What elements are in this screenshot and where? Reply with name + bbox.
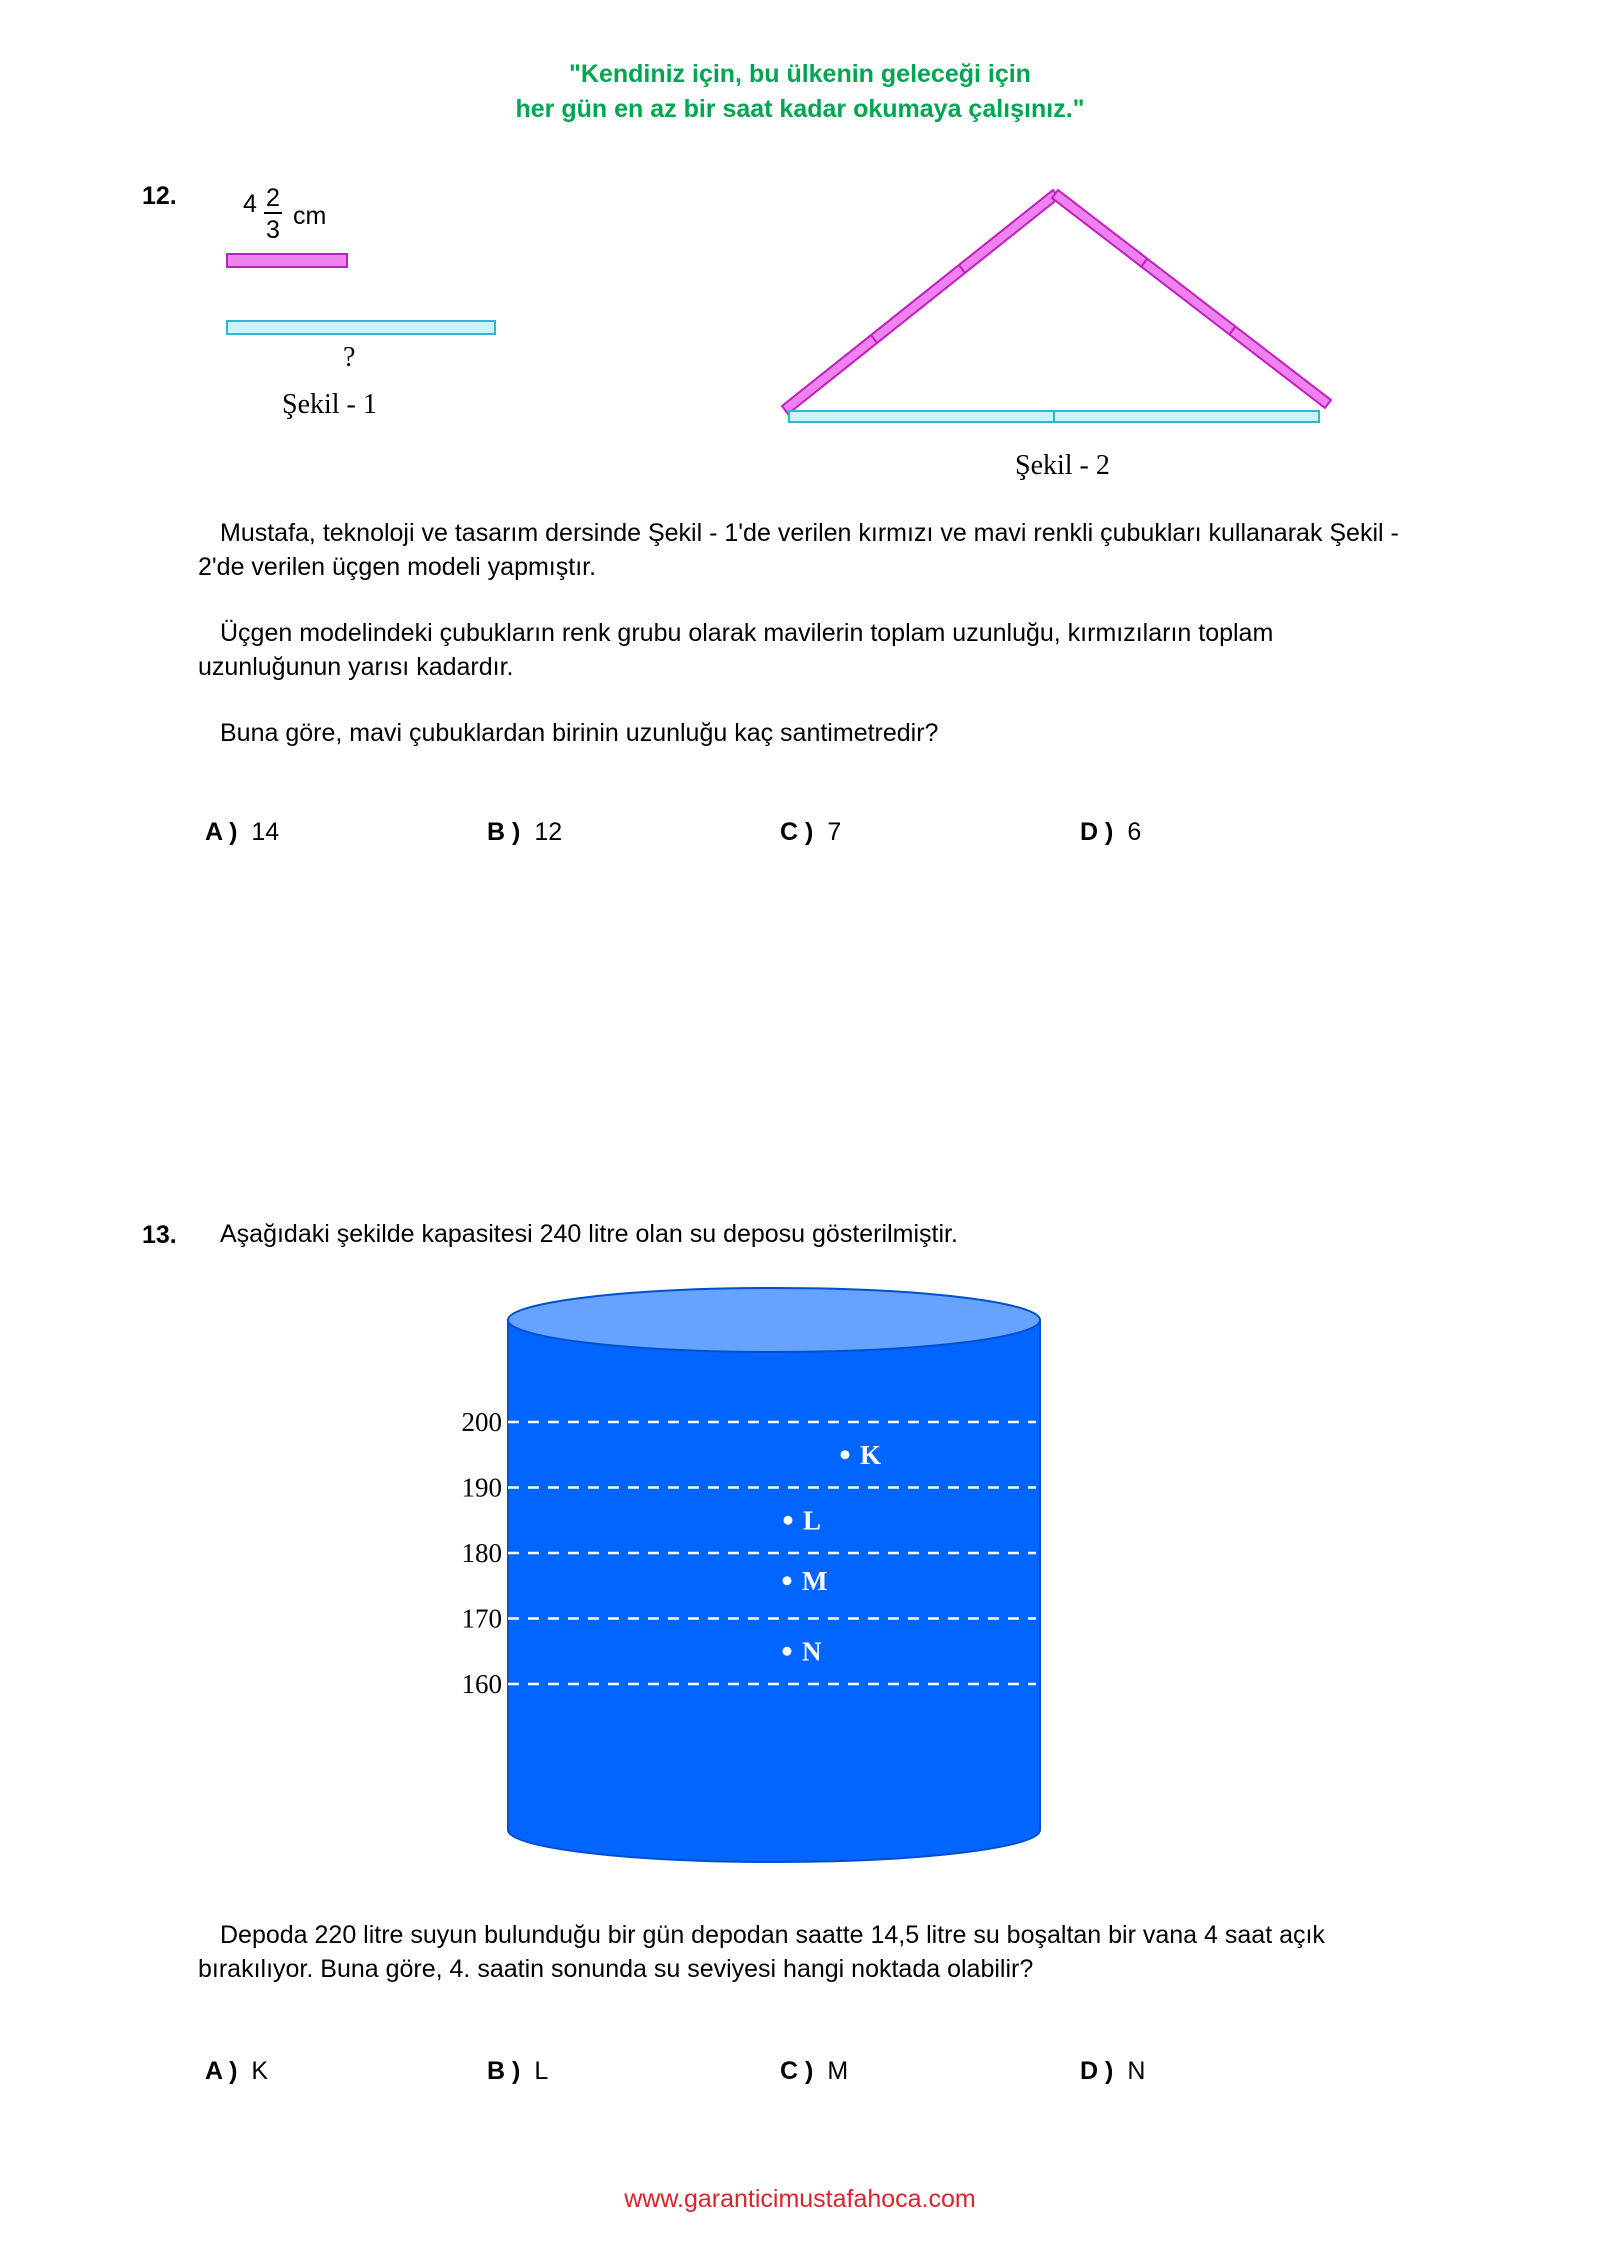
motto-line-2: her gün en az bir saat kadar okumaya çalışınız." [515,95,1085,123]
option-text: 14 [251,818,280,846]
question-number-13: 13. [142,1221,177,1249]
point-l-dot [784,1516,793,1525]
q13-option-a[interactable] [205,2057,268,2086]
level-label: 160 [461,1669,502,1699]
q13-paragraph: Depoda 220 litre suyun bulunduğu bir gün depodan saatte 14,5 litre su boşaltan bir vana 4 saat açık bırakılıyor. Buna göre, 4. saatin sonunda su seviyesi hangi noktada olabilir? [198,1921,1325,1983]
q13-option-b[interactable] [487,2057,548,2086]
q12-option-a[interactable] [205,818,279,847]
option-text: L [534,2057,549,2085]
q13-option-c[interactable] [780,2057,848,2086]
option-text: 12 [534,818,563,846]
triangle-left-side [782,190,1059,414]
figure-2-caption: Şekil - 2 [1015,450,1110,481]
option-text: M [827,2057,849,2085]
option-text: 6 [1127,818,1142,846]
point-k-dot [841,1450,850,1459]
point-m-dot [783,1576,792,1585]
q12-option-d[interactable] [1080,818,1141,847]
triangle-right-side [1052,190,1331,408]
fraction-numerator: 2 [266,184,280,212]
tank-body [508,1288,1040,1862]
level-label: 200 [461,1407,502,1437]
pink-stick [226,253,348,268]
level-label: 180 [461,1538,502,1568]
option-text: N [1127,2057,1146,2085]
q12-paragraph-1: Mustafa, teknoloji ve tasarım dersinde Şekil - 1'de verilen kırmızı ve mavi renkli çubukları kullanarak Şekil - 2'de verilen üçgen modeli yapmıştır. [198,519,1399,581]
option-letter: D ) [1080,818,1114,846]
option-letter: B ) [487,2057,521,2085]
triangle-base [789,411,1319,422]
footer-link[interactable]: www.garanticimustafahoca.com [624,2185,976,2213]
level-label: 170 [461,1603,502,1634]
blue-stick [226,320,496,335]
q13-option-d[interactable] [1080,2057,1145,2086]
option-letter: A ) [205,818,238,846]
option-letter: A ) [205,2057,238,2085]
fraction-whole: 4 [243,190,257,218]
q12-option-c[interactable] [780,818,841,847]
option-letter: C ) [780,2057,814,2085]
question-number-12: 12. [142,182,177,210]
point-k-label: K [860,1439,882,1470]
q13-intro: Aşağıdaki şekilde kapasitesi 240 litre olan su deposu gösterilmiştir. [220,1220,958,1248]
option-text: 7 [827,818,842,846]
unknown-length-label: ? [343,342,356,373]
q12-paragraph-2: Üçgen modelindeki çubukların renk grubu olarak mavilerin toplam uzunluğu, kırmızıların toplam uzunluğunun yarısı kadardır. [198,619,1274,681]
unit-label: cm [293,202,327,230]
motto-line-1: "Kendiniz için, bu ülkenin geleceği için [569,60,1031,88]
level-label: 190 [461,1472,502,1503]
point-m-label: M [802,1565,828,1596]
tank-top [508,1288,1040,1352]
option-text: K [251,2057,269,2085]
q12-option-b[interactable] [487,818,562,847]
q12-question: Buna göre, mavi çubuklardan birinin uzunluğu kaç santimetredir? [220,719,939,747]
fraction-bar [264,212,282,214]
water-tank [440,1280,1060,1900]
figure-1-caption: Şekil - 1 [282,389,377,420]
point-n-dot [783,1647,792,1656]
triangle-model [770,180,1340,440]
point-n-label: N [802,1636,822,1667]
option-letter: C ) [780,818,814,846]
option-letter: D ) [1080,2057,1114,2085]
option-letter: B ) [487,818,521,846]
point-l-label: L [803,1505,822,1536]
tank-cylinder [508,1320,1040,1862]
fraction-denominator: 3 [266,216,280,244]
